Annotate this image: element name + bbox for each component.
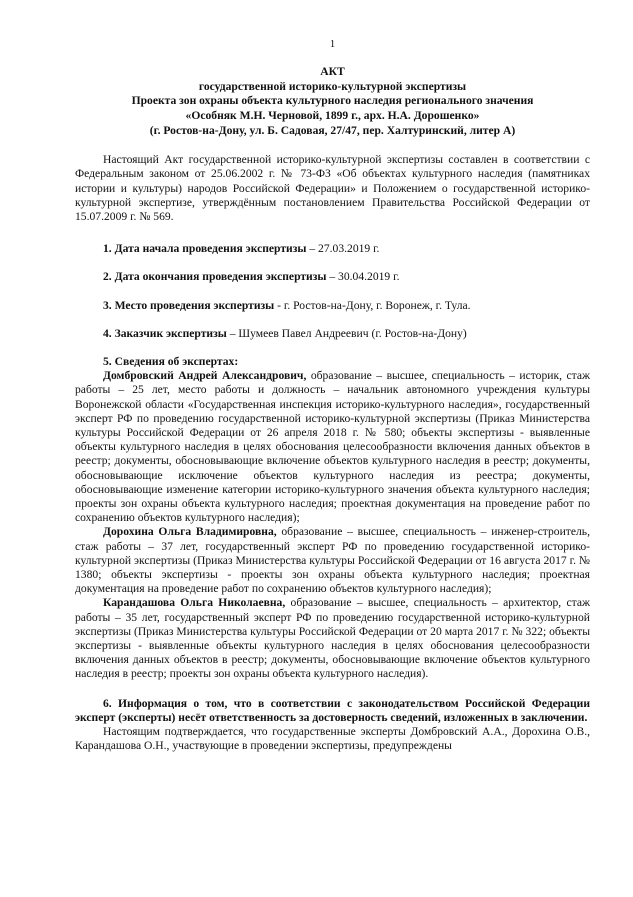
expert-paragraph — [75, 596, 590, 681]
title-line-address: (г. Ростов-на-Дону, ул. Б. Садовая, 27/47, пер. Халтуринский, литер А) — [149, 123, 516, 137]
expert-details: образование – высшее, специальность – архитектор, стаж работы – 35 лет, государственный эксперт РФ по проведению государственной историко-культурной экспертизы (Приказ Министерства культуры Российской Федерации от 20 марта 2017 г. № 322; объекты экспертизы - выявленные объекты культурного наследия в целях обоснования целесообразности включения данных объектов в реестр; документы, обосновывающие включение объектов культурного наследия в реестр; проекты зон охраны объекта культурного наследия). — [75, 596, 590, 681]
expert-details: образование – высшее, специальность – историк, стаж работы – 25 лет, место работы и должность – начальник автономного учреждения культуры Воронежской области «Государственная инспекция историко-культурного наследия», государственный эксперт РФ по проведению государственной историко-культурной экспертизы (Приказ Министерства культуры Российской Федерации от 26 апреля 2018 г. № 580; объекты экспертизы - выявленные объекты культурного наследия в целях обоснования целесообразности включения данных объектов в реестр; документы, обосновывающие включение объектов культурного наследия в реестр; документы, обосновывающие исключение объектов культурного наследия из реестра; документы, обосновывающие изменение категории историко-культурного значения объекта культурного наследия; проекты зон охраны объекта культурного наследия; проектная документация на проведение работ по сохранению объектов культурного наследия); — [75, 369, 590, 525]
intro-paragraph: Настоящий Акт государственной историко-культурной экспертизы составлен в соответствии с Федеральным законом от 25.06.2002 г. № 73-ФЗ «Об объектах культурного наследия (памятниках истории и культуры) народов Российской Федерации» и Положением о государственной историко-культурной экспертизе, утверждённым постановлением Правительства Российской Федерации от 15.07.2009 г. № 569. — [75, 153, 590, 223]
page-number: 1 — [329, 38, 336, 50]
title-line-object: «Особняк М.Н. Черновой, 1899 г., арх. Н.А. Дорошенко» — [185, 108, 480, 122]
expert-details: образование – высшее, специальность – инженер-строитель, стаж работы – 37 лет, государственный эксперт РФ по проведению государственной историко-культурной экспертизы (Приказ Министерства культуры Российской Федерации от 16 августа 2017 г. № 1380; объекты экспертизы - проекты зон охраны объекта культурного наследия; проектная документация на проведение работ по сохранению объектов культурного наследия); — [75, 525, 590, 596]
expert-paragraph — [75, 369, 590, 525]
item-value: – Шумеев Павел Андреевич (г. Ростов-на-Дону) — [226, 326, 467, 340]
title-line-expertise: государственной историко-культурной экспертизы — [198, 79, 467, 93]
item-end-date — [103, 270, 590, 284]
item-start-date — [103, 242, 590, 256]
item-value: – 30.04.2019 г. — [326, 270, 400, 284]
title-line-act: АКТ — [320, 65, 345, 79]
experts-heading: 5. Сведения об экспертах: — [103, 355, 239, 368]
item-value: - г. Ростов-на-Дону, г. Воронеж, г. Тула. — [274, 298, 471, 312]
item-label: 4. Заказчик экспертизы — [103, 326, 227, 340]
title-line-project: Проекта зон охраны объекта культурного наследия регионального значения — [131, 94, 534, 108]
expert-name: Дорохина Ольга Владимировна, — [103, 525, 277, 539]
item-value: – 27.03.2019 г. — [306, 242, 380, 256]
expert-paragraph — [75, 525, 590, 596]
expert-name: Карандашова Ольга Николаевна, — [103, 596, 286, 610]
item-customer — [103, 327, 590, 341]
section6-paragraph: Настоящим подтверждается, что государственные эксперты Домбровский А.А., Дорохина О.В., Карандашова О.Н., участвующие в проведении экспертизы, предупреждены — [75, 725, 590, 753]
section6-heading: 6. Информация о том, что в соответствии с законодательством Российской Федерации эксперт (эксперты) несёт ответственность за достоверность сведений, изложенных в заключении. — [75, 696, 590, 724]
item-label: 2. Дата окончания проведения экспертизы — [103, 270, 327, 284]
item-label: 1. Дата начала проведения экспертизы — [103, 242, 307, 256]
expert-name: Домбровский Андрей Александрович, — [103, 369, 307, 383]
item-place — [103, 299, 590, 313]
item-label: 3. Место проведения экспертизы — [103, 298, 275, 312]
document-title — [75, 65, 590, 138]
